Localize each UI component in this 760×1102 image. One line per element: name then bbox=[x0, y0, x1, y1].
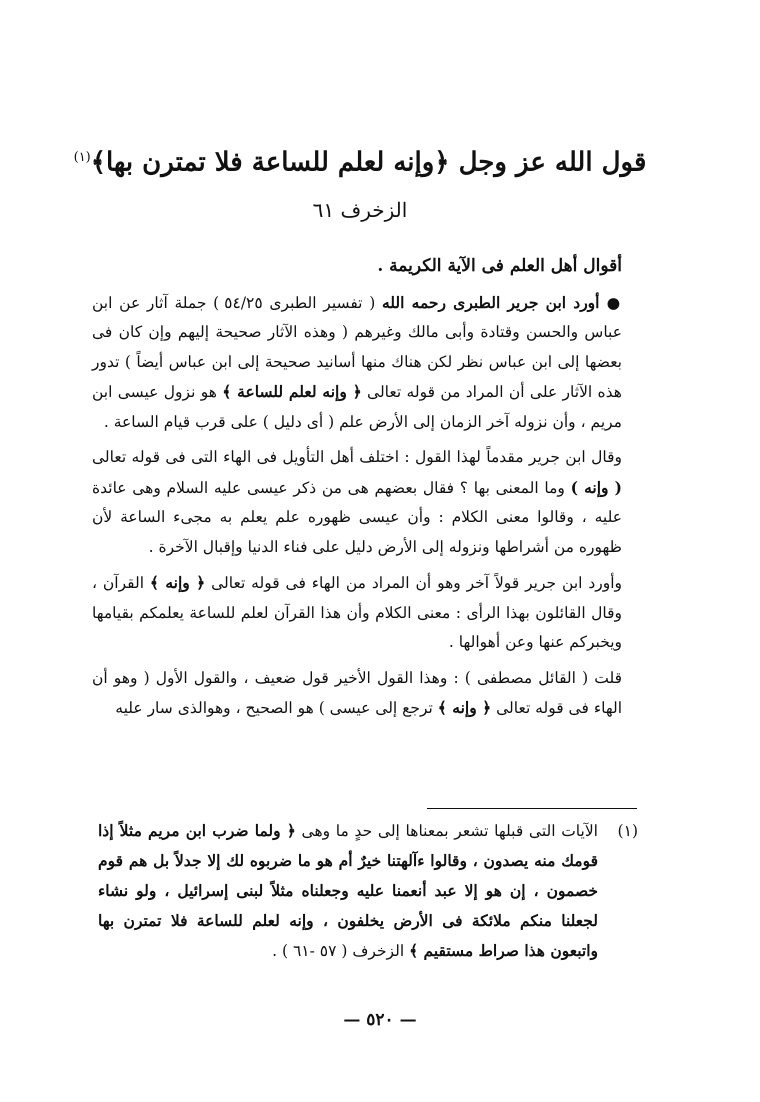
page-title bbox=[70, 138, 650, 183]
paragraph-1 bbox=[92, 288, 622, 438]
title-text: قول الله عز وجل ﴿وإنه لعلم للساعة فلا تمترن بها﴾ bbox=[90, 147, 647, 178]
surah-reference: الزخرف ٦١ bbox=[312, 198, 408, 222]
body-text bbox=[92, 252, 622, 730]
paragraph-3-quote: ﴿ وإنه ﴾ bbox=[149, 573, 206, 592]
paragraph-3-text: وأورد ابن جرير قولاً آخر وهو أن المراد من الهاء فى قوله تعالى bbox=[205, 574, 622, 592]
footnote-reference: الزخرف ( ٥٧ -٦١ ) . bbox=[272, 942, 410, 960]
paragraph-3-text-end: القرآن ، وقال القائلون بهذا الرأى : معنى الكلام وأن هذا القرآن لعلم للساعة يعلمكم بقيامها ويخبركم عنها وعن أهوالها . bbox=[92, 574, 622, 651]
footnote bbox=[98, 816, 638, 966]
paragraph-4-text: قلت ( القائل مصطفى ) : وهذا القول الأخير قول ضعيف ، والقول الأول ( وهو أن الهاء فى قوله تعالى bbox=[92, 668, 622, 717]
paragraph-2-text: وقال ابن جرير مقدماً لهذا القول : اختلف أهل التأويل فى الهاء التى فى قوله تعالى bbox=[92, 448, 622, 466]
paragraph-4 bbox=[92, 664, 622, 724]
title-footnote-marker: (١) bbox=[73, 150, 91, 165]
paragraph-3 bbox=[92, 568, 622, 658]
paragraph-4-quote: ﴿ وإنه ﴾ bbox=[437, 698, 492, 717]
paragraph-1-lead: ● أورد ابن جرير الطبرى رحمه الله bbox=[381, 292, 622, 312]
footnote-verses: ﴿ ولما ضرب ابن مريم مثلاً إذا قومك منه يصدون ، وقالوا ءآلهتنا خيرٌ أم هو ما ضربوه لك إلا جدلاً بل هم قوم خصمون ، إن هو إلا عبد أنعمنا عليه وجعلناه مثلاً لبنى إسرائيل ، ولو نشاء لجعلنا منكم ملائكة فى الأرض يخلفون ، وإنه لعلم للساعة فلا تمترن بها واتبعون هذا صراط مستقيم ﴾ bbox=[98, 821, 598, 960]
section-heading: أقوال أهل العلم فى الآية الكريمة . bbox=[377, 256, 622, 276]
footnote-intro: الآيات التى قبلها تشعر بمعناها إلى حدٍ ما وهى bbox=[295, 822, 598, 840]
page-number: — ٥٢٠ — bbox=[343, 1010, 417, 1030]
paragraph-1-text: ( تفسير الطبرى ٥٤/٢٥ ) جملة آثار عن ابن عباس والحسن وقتادة وأبى مالك وغيرهم ( وهذه الآثار صحيحة إليهم وإن كان فى بعضها إلى ابن عباس نظر لكن هناك منها أسانيد صحيحة إلى ابن عباس أيضاً ) تدور هذه الآثار على أن المراد من قوله تعالى bbox=[92, 293, 622, 401]
paragraph-2 bbox=[92, 443, 622, 562]
footnote-text bbox=[98, 816, 598, 966]
footnote-divider bbox=[427, 808, 637, 809]
paragraph-1-text-end: هو نزول عيسى ابن مريم ، وأن نزوله آخر الزمان إلى الأرض علم ( أى دليل ) على قرب قيام الساعة . bbox=[92, 383, 622, 431]
paragraph-2-text-end: وما المعنى بها ؟ فقال بعضهم هى من ذكر عيسى عليه السلام وهى عائدة عليه ، وقالوا معنى الكلام : وأن عيسى ظهوره علم يعلم به مجىء الساعة لأن ظهوره من أشراطها ونزوله إلى الأرض دليل على فناء الدنيا وإقبال الآخرة . bbox=[92, 478, 622, 556]
paragraph-1-quote: ﴿ وإنه لعلم للساعة ﴾ bbox=[222, 382, 362, 401]
paragraph-2-quote: ( وإنه ) bbox=[570, 477, 622, 497]
footnote-number: (١) bbox=[617, 822, 638, 840]
paragraph-4-text-end: ترجع إلى عيسى ) هو الصحيح ، وهوالذى سار عليه bbox=[115, 699, 438, 717]
